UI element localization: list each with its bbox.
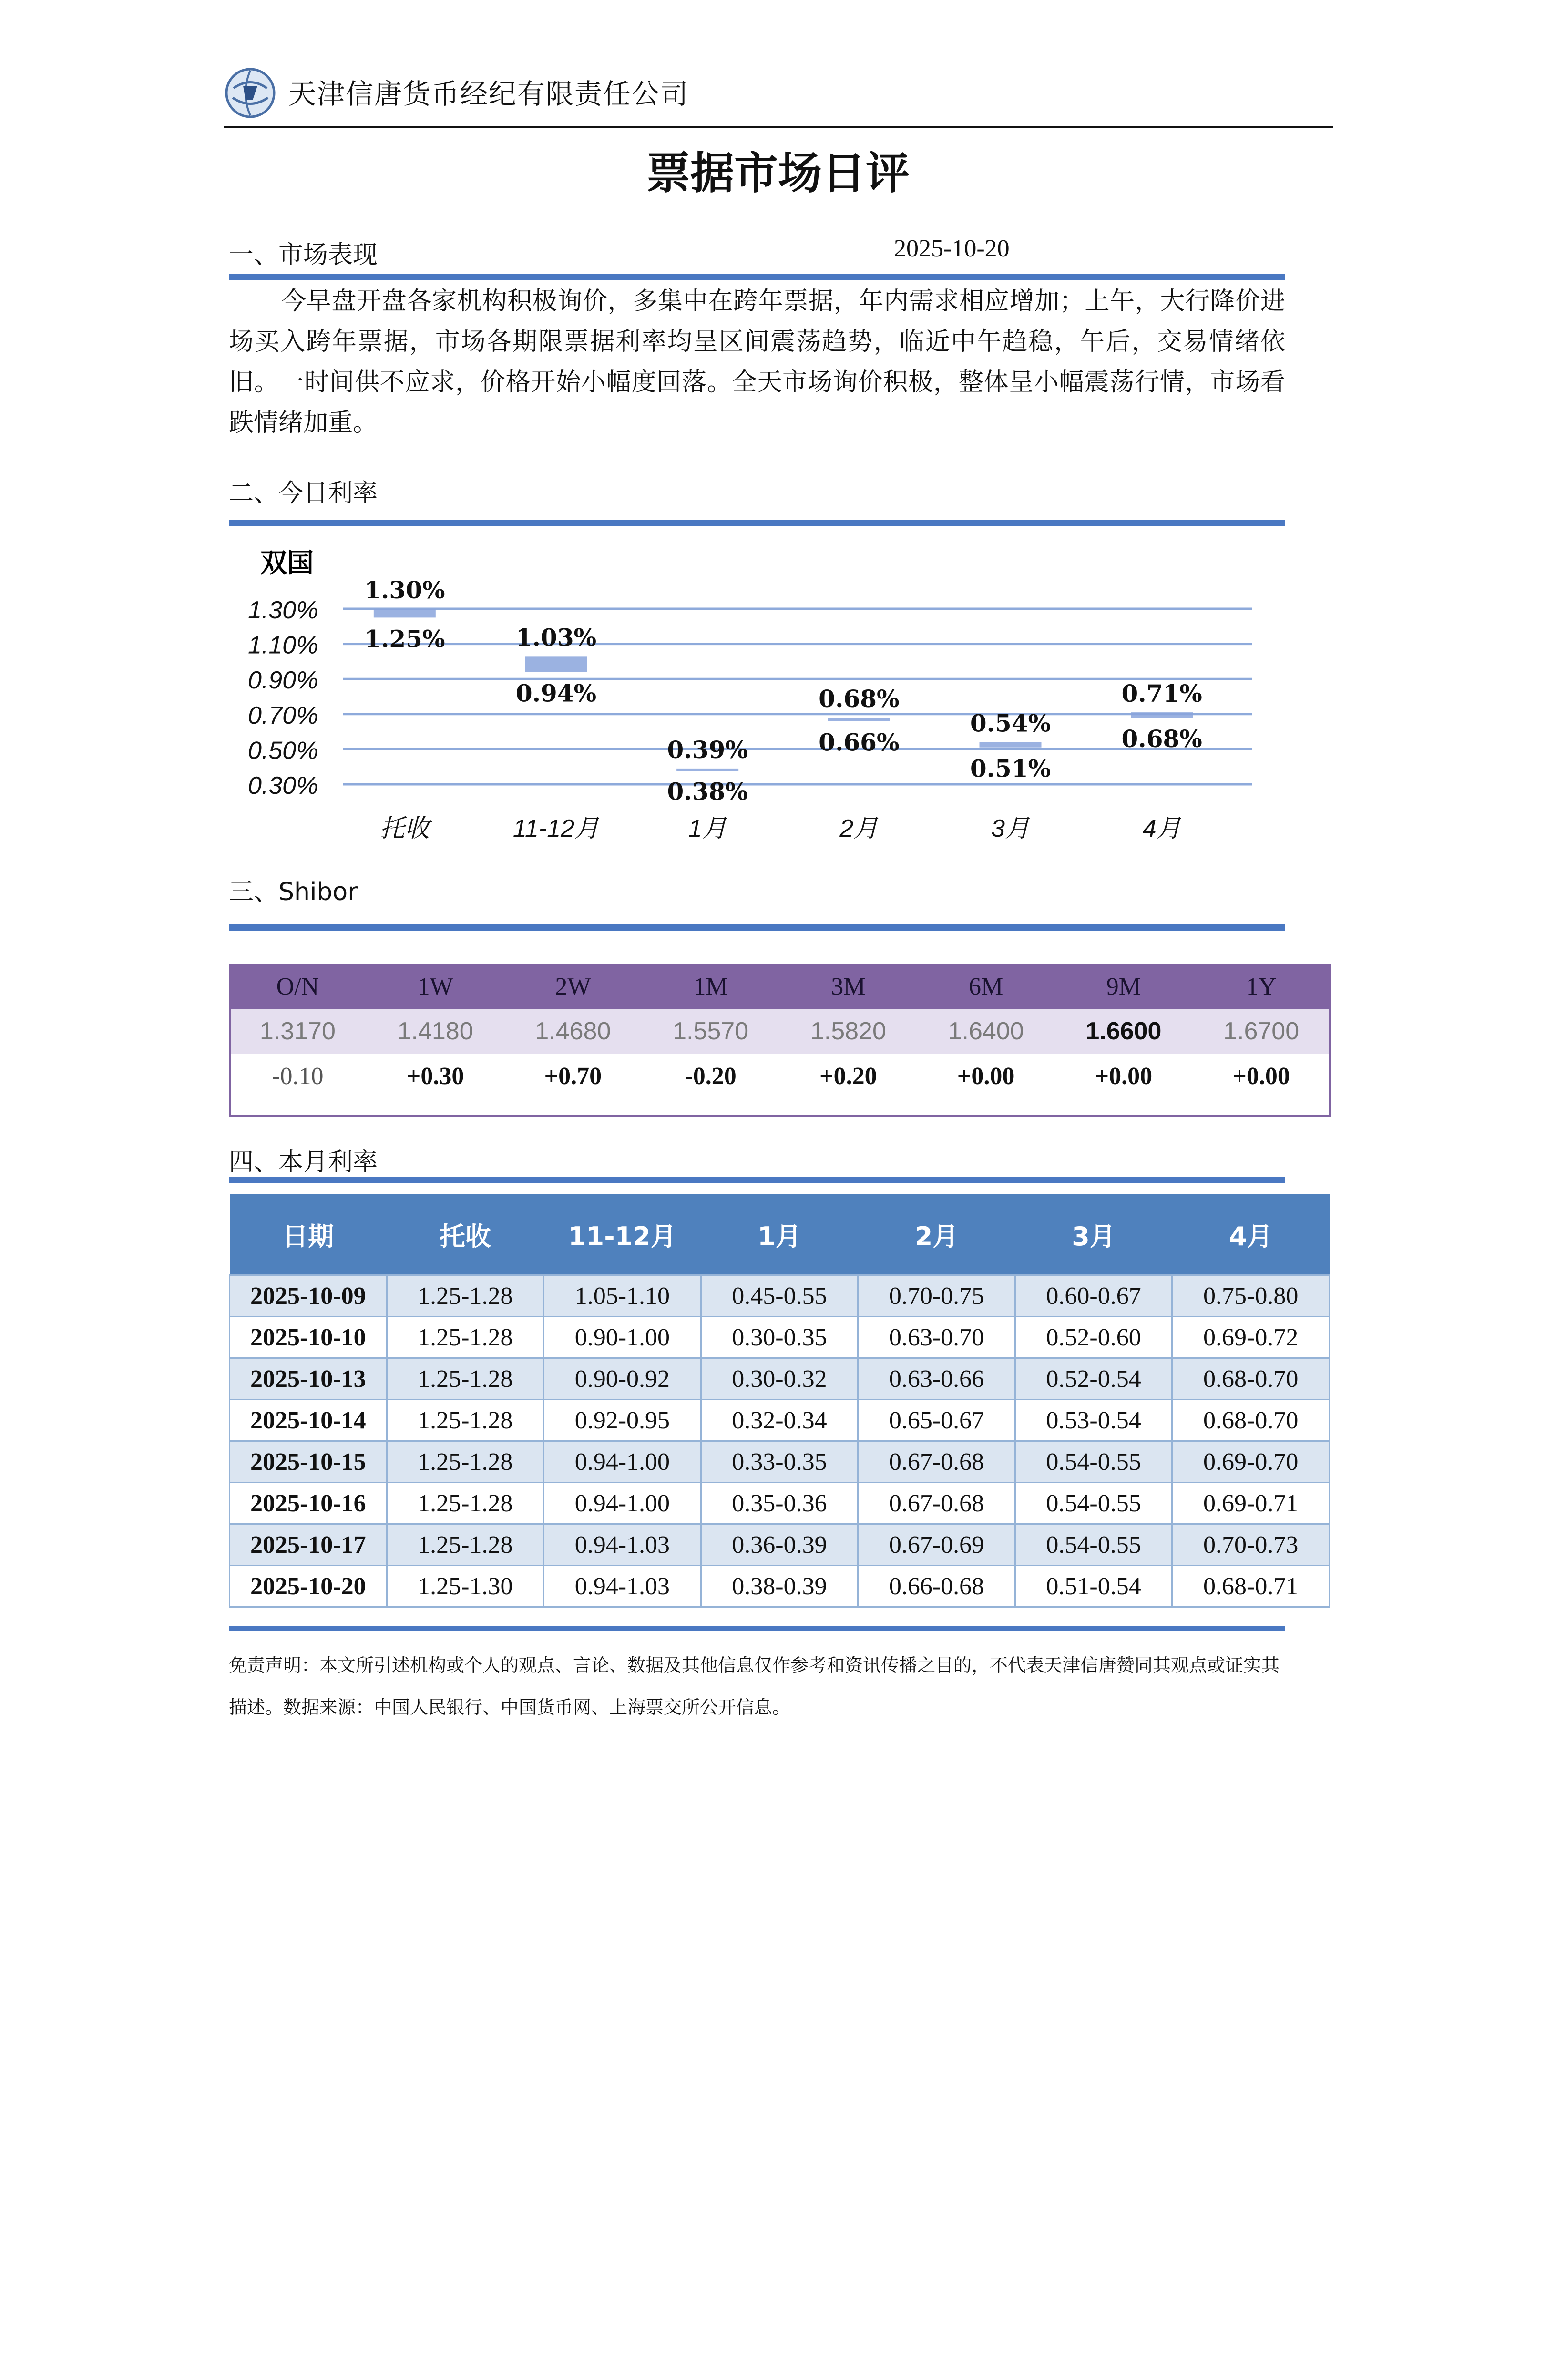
table-row xyxy=(230,1317,1330,1358)
rate-cell: 0.36-0.39 xyxy=(701,1524,858,1566)
col-header: 日期 xyxy=(230,1194,387,1275)
shibor-change: +0.20 xyxy=(779,1054,917,1098)
high-rate-label: 0.39% xyxy=(667,735,748,764)
shibor-value: 1.6700 xyxy=(1192,1009,1330,1054)
rate-cell: 0.70-0.75 xyxy=(858,1275,1015,1317)
today-rates-chart xyxy=(229,544,1285,858)
low-rate-label: 0.68% xyxy=(1121,725,1202,753)
shibor-tenor: 1Y xyxy=(1192,964,1330,1009)
high-rate-label: 1.30% xyxy=(364,576,445,604)
rate-cell: 0.33-0.35 xyxy=(701,1441,858,1483)
table-row xyxy=(230,1275,1330,1317)
shibor-change-row xyxy=(229,1054,1330,1098)
rate-cell: 0.94-1.00 xyxy=(544,1483,701,1524)
rate-cell: 1.25-1.28 xyxy=(387,1441,544,1483)
rate-cell: 1.25-1.28 xyxy=(387,1483,544,1524)
rate-range-bar xyxy=(525,656,587,672)
rate-cell: 0.63-0.70 xyxy=(858,1317,1015,1358)
shibor-change: +0.00 xyxy=(1055,1054,1193,1098)
y-tick-label: 0.90% xyxy=(248,667,318,695)
high-rate-label: 0.54% xyxy=(970,709,1051,738)
x-tick-label: 1月 xyxy=(688,815,727,842)
section-title-rates-today: 二、今日利率 xyxy=(229,479,378,508)
disclaimer: 免责声明：本文所引述机构或个人的观点、言论、数据及其他信息仅作参考和资讯传播之目的，不代表天津信唐赞同其观点或证实其描述。数据来源：中国人民银行、中国货币网、上海票交所公开信息。 xyxy=(229,1656,1280,1718)
rate-cell: 0.90-1.00 xyxy=(544,1317,701,1358)
x-tick-label: 托收 xyxy=(379,815,430,842)
row-date: 2025-10-17 xyxy=(230,1524,387,1566)
rate-cell: 0.60-0.67 xyxy=(1015,1275,1172,1317)
rate-cell: 0.53-0.54 xyxy=(1015,1400,1172,1441)
shibor-value: 1.5820 xyxy=(779,1009,917,1054)
rate-cell: 0.94-1.03 xyxy=(544,1524,701,1566)
table-row xyxy=(230,1524,1330,1566)
low-rate-label: 0.66% xyxy=(819,728,900,757)
col-header: 3月 xyxy=(1015,1194,1172,1275)
section-title-monthly: 四、本月利率 xyxy=(229,1148,378,1177)
shibor-change: +0.00 xyxy=(1192,1054,1330,1098)
rate-cell: 1.25-1.30 xyxy=(387,1566,544,1607)
rate-cell: 1.25-1.28 xyxy=(387,1358,544,1400)
report-date: 2025-10-20 xyxy=(894,235,1010,262)
section-rule xyxy=(229,274,1285,280)
rate-range-bar xyxy=(828,718,890,721)
table-row xyxy=(230,1358,1330,1400)
shibor-tenor: O/N xyxy=(229,964,367,1009)
table-row xyxy=(230,1400,1330,1441)
shibor-tenor: 1M xyxy=(642,964,779,1009)
chart-title: 双国 xyxy=(260,548,314,578)
rate-cell: 0.94-1.00 xyxy=(544,1441,701,1483)
shibor-value: 1.3170 xyxy=(229,1009,367,1054)
col-header: 2月 xyxy=(858,1194,1015,1275)
rate-cell: 0.68-0.71 xyxy=(1172,1566,1330,1607)
y-tick-label: 0.30% xyxy=(248,772,318,800)
rate-range-bar xyxy=(1131,712,1193,718)
rate-cell: 0.35-0.36 xyxy=(701,1483,858,1524)
shibor-change: +0.70 xyxy=(504,1054,642,1098)
company-name: 天津信唐货币经纪有限责任公司 xyxy=(288,78,689,110)
rate-cell: 0.45-0.55 xyxy=(701,1275,858,1317)
shibor-tenor-row xyxy=(229,964,1330,1009)
rate-cell: 0.69-0.72 xyxy=(1172,1317,1330,1358)
col-header: 4月 xyxy=(1172,1194,1330,1275)
shibor-value: 1.6600 xyxy=(1055,1009,1193,1054)
y-tick-label: 0.70% xyxy=(248,701,318,729)
section-rule xyxy=(229,1177,1285,1183)
rate-cell: 0.94-1.03 xyxy=(544,1566,701,1607)
rate-cell: 0.54-0.55 xyxy=(1015,1524,1172,1566)
y-tick-label: 0.50% xyxy=(248,737,318,765)
rate-cell: 0.92-0.95 xyxy=(544,1400,701,1441)
rate-cell: 0.30-0.32 xyxy=(701,1358,858,1400)
section-rule xyxy=(229,1626,1285,1631)
row-date: 2025-10-13 xyxy=(230,1358,387,1400)
row-date: 2025-10-09 xyxy=(230,1275,387,1317)
table-row xyxy=(230,1441,1330,1483)
shibor-change: +0.00 xyxy=(917,1054,1055,1098)
low-rate-label: 0.94% xyxy=(515,679,597,708)
rate-cell: 1.25-1.28 xyxy=(387,1524,544,1566)
shibor-tenor: 1W xyxy=(367,964,504,1009)
table-row xyxy=(230,1566,1330,1607)
shibor-tenor: 2W xyxy=(504,964,642,1009)
shibor-table xyxy=(229,964,1330,1098)
rate-cell: 0.54-0.55 xyxy=(1015,1441,1172,1483)
rate-cell: 0.69-0.71 xyxy=(1172,1483,1330,1524)
rate-range-bar xyxy=(676,769,738,771)
rate-cell: 1.25-1.28 xyxy=(387,1400,544,1441)
rate-range-bar xyxy=(374,609,436,617)
company-logo-globe-icon xyxy=(224,67,276,119)
high-rate-label: 0.68% xyxy=(819,685,900,713)
rate-cell: 0.67-0.69 xyxy=(858,1524,1015,1566)
high-rate-label: 0.71% xyxy=(1121,679,1202,708)
col-header: 11-12月 xyxy=(544,1194,701,1275)
rate-cell: 0.67-0.68 xyxy=(858,1441,1015,1483)
y-tick-label: 1.30% xyxy=(248,596,318,624)
rate-cell: 1.05-1.10 xyxy=(544,1275,701,1317)
shibor-change: +0.30 xyxy=(367,1054,504,1098)
x-tick-label: 4月 xyxy=(1142,815,1181,842)
x-tick-label: 2月 xyxy=(839,815,879,842)
rate-cell: 0.75-0.80 xyxy=(1172,1275,1330,1317)
row-date: 2025-10-16 xyxy=(230,1483,387,1524)
rate-cell: 0.38-0.39 xyxy=(701,1566,858,1607)
rate-cell: 0.69-0.70 xyxy=(1172,1441,1330,1483)
table-header-row xyxy=(230,1194,1330,1275)
low-rate-label: 1.25% xyxy=(364,625,445,653)
low-rate-label: 0.51% xyxy=(970,754,1051,783)
shibor-change: -0.10 xyxy=(229,1054,367,1098)
shibor-value: 1.6400 xyxy=(917,1009,1055,1054)
x-tick-label: 11-12月 xyxy=(512,815,600,842)
rate-cell: 0.32-0.34 xyxy=(701,1400,858,1441)
rate-cell: 0.52-0.54 xyxy=(1015,1358,1172,1400)
row-date: 2025-10-10 xyxy=(230,1317,387,1358)
x-tick-label: 3月 xyxy=(991,815,1030,842)
high-rate-label: 1.03% xyxy=(515,623,597,652)
low-rate-label: 0.38% xyxy=(667,777,748,806)
rate-cell: 0.90-0.92 xyxy=(544,1358,701,1400)
section-title-market: 一、市场表现 xyxy=(229,241,378,269)
shibor-value: 1.4180 xyxy=(367,1009,504,1054)
rate-cell: 0.65-0.67 xyxy=(858,1400,1015,1441)
page-title: 票据市场日评 xyxy=(646,148,910,199)
shibor-value-row xyxy=(229,1009,1330,1054)
section-rule xyxy=(229,520,1285,526)
rate-cell: 0.52-0.60 xyxy=(1015,1317,1172,1358)
rate-cell: 0.68-0.70 xyxy=(1172,1358,1330,1400)
shibor-value: 1.5570 xyxy=(642,1009,779,1054)
monthly-rates-table xyxy=(229,1194,1330,1608)
table-row xyxy=(230,1483,1330,1524)
shibor-value: 1.4680 xyxy=(504,1009,642,1054)
section-title-shibor: 三、Shibor xyxy=(229,878,358,906)
rate-cell: 0.70-0.73 xyxy=(1172,1524,1330,1566)
y-tick-label: 1.10% xyxy=(248,631,318,659)
rate-cell: 0.68-0.70 xyxy=(1172,1400,1330,1441)
section-rule xyxy=(229,924,1285,931)
market-paragraph: 今早盘开盘各家机构积极询价，多集中在跨年票据，年内需求相应增加；上午，大行降价进场买入跨年票据，市场各期限票据利率均呈区间震荡趋势，临近中午趋稳，午后，交易情绪依旧。一时间供不应求，价格开始小幅度回落。全天市场询价积极，整体呈小幅震荡行情，市场看跌情绪加重。 xyxy=(229,288,1285,437)
rate-cell: 0.51-0.54 xyxy=(1015,1566,1172,1607)
header-rule xyxy=(224,126,1333,128)
shibor-tenor: 6M xyxy=(917,964,1055,1009)
rate-range-bar xyxy=(980,742,1042,748)
rate-cell: 0.30-0.35 xyxy=(701,1317,858,1358)
rate-cell: 1.25-1.28 xyxy=(387,1317,544,1358)
shibor-tenor: 9M xyxy=(1055,964,1193,1009)
rate-cell: 1.25-1.28 xyxy=(387,1275,544,1317)
col-header: 1月 xyxy=(701,1194,858,1275)
row-date: 2025-10-15 xyxy=(230,1441,387,1483)
col-header: 托收 xyxy=(387,1194,544,1275)
rate-cell: 0.54-0.55 xyxy=(1015,1483,1172,1524)
row-date: 2025-10-20 xyxy=(230,1566,387,1607)
shibor-tenor: 3M xyxy=(779,964,917,1009)
rate-cell: 0.67-0.68 xyxy=(858,1483,1015,1524)
shibor-change: -0.20 xyxy=(642,1054,779,1098)
row-date: 2025-10-14 xyxy=(230,1400,387,1441)
rate-cell: 0.66-0.68 xyxy=(858,1566,1015,1607)
rate-cell: 0.63-0.66 xyxy=(858,1358,1015,1400)
